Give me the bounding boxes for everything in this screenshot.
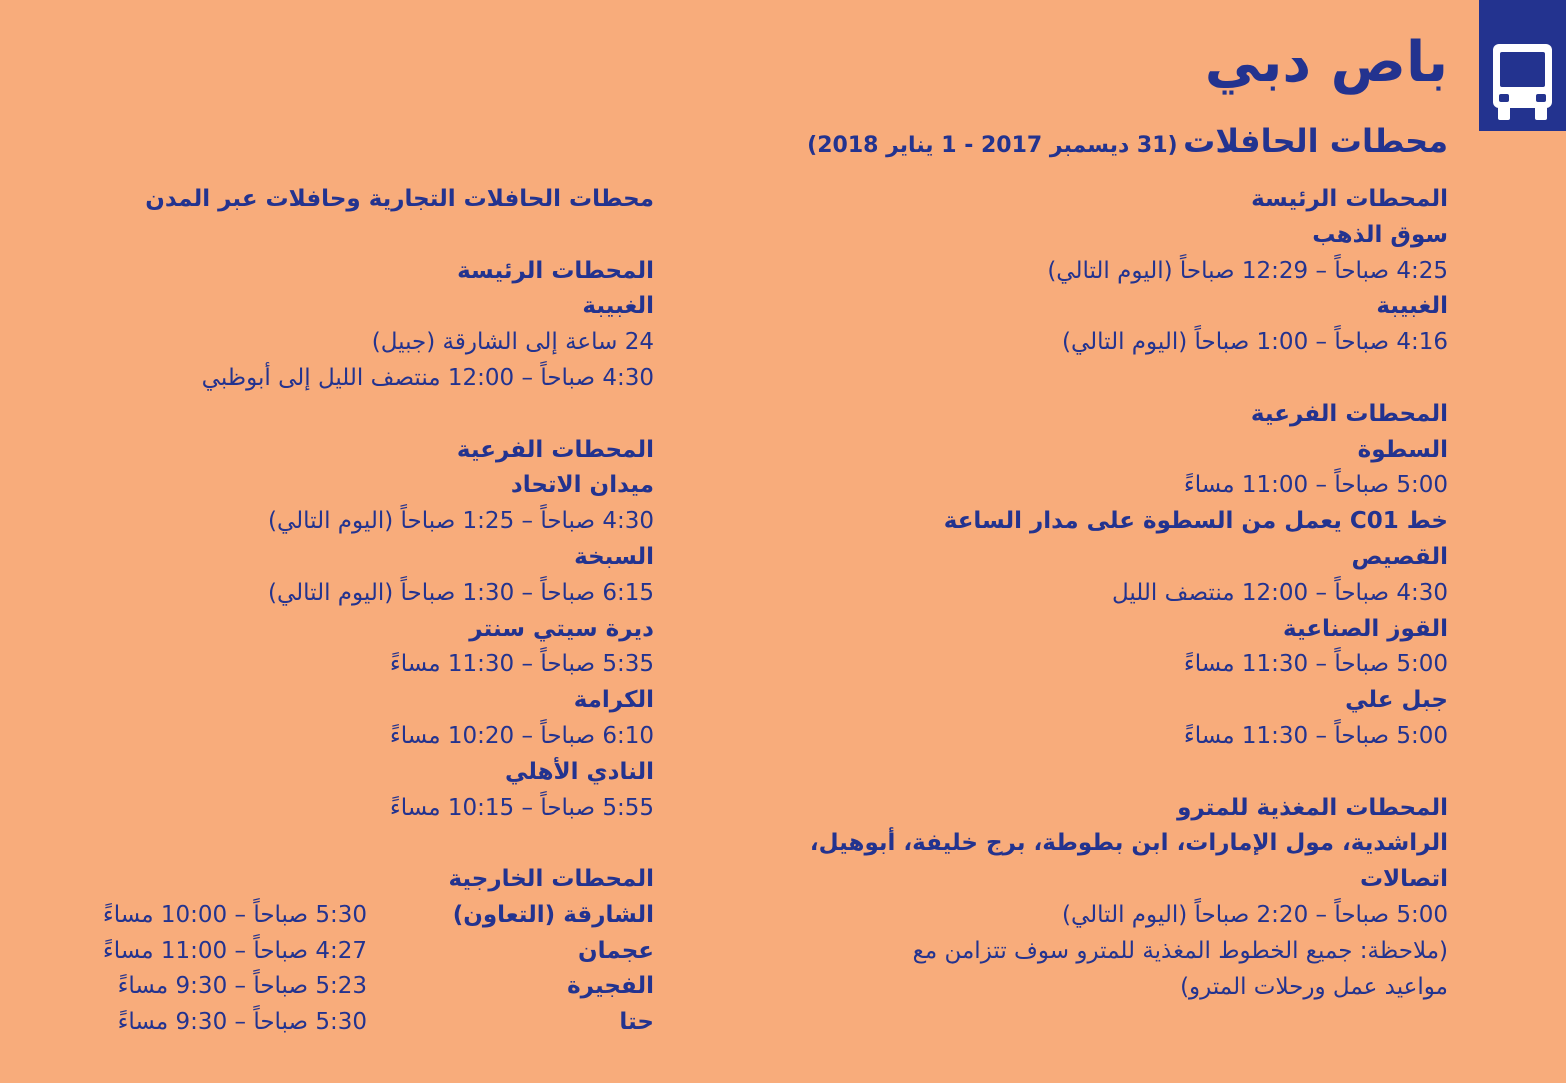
station-name: حتا bbox=[619, 1009, 654, 1036]
outer-station-row bbox=[64, 898, 654, 934]
spacer bbox=[64, 218, 654, 254]
bus-icon-tile bbox=[1479, 0, 1566, 131]
feeder-stations-list: الراشدية، مول الإمارات، ابن بطوطة، برج خليفة، أبوهيل، bbox=[809, 830, 1448, 857]
station-name: النادي الأهلي bbox=[504, 758, 654, 785]
feeder-stations-list: اتصالات bbox=[1359, 866, 1448, 893]
feeder-note: مواعيد عمل ورحلات المترو) bbox=[1180, 973, 1448, 1000]
station-time: 4:16 صباحاً – 1:00 صباحاً (اليوم التالي) bbox=[1061, 329, 1448, 356]
outer-station-row bbox=[64, 969, 654, 1005]
outer-station-row bbox=[64, 1005, 654, 1041]
page-title: باص دبي bbox=[1204, 30, 1448, 95]
station-time: 4:30 صباحاً – 12:00 منتصف الليل bbox=[1111, 579, 1448, 606]
station-name: الفجيرة bbox=[567, 973, 654, 1000]
station-time: 4:30 صباحاً – 1:25 صباحاً (اليوم التالي) bbox=[267, 508, 654, 535]
station-name: عجمان bbox=[578, 937, 654, 964]
station-time: 4:25 صباحاً – 12:29 صباحاً (اليوم التالي) bbox=[1047, 257, 1448, 284]
spacer bbox=[768, 361, 1448, 397]
spacer bbox=[768, 755, 1448, 791]
station-time: 5:30 صباحاً – 9:30 مساءً bbox=[117, 1009, 367, 1036]
station-time: 6:10 صباحاً – 10:20 مساءً bbox=[389, 722, 654, 749]
station-time: 24 ساعة إلى الشارقة (جبيل) bbox=[371, 329, 654, 356]
station-time: 5:55 صباحاً – 10:15 مساءً bbox=[389, 794, 654, 821]
outer-stations-block bbox=[64, 862, 654, 1041]
bus-icon bbox=[1489, 44, 1556, 120]
station-time: 5:00 صباحاً – 2:20 صباحاً (اليوم التالي) bbox=[1061, 901, 1448, 928]
outer-stations-heading: المحطات الخارجية bbox=[448, 866, 654, 892]
outer-station-row bbox=[64, 934, 654, 970]
main-stations-heading: المحطات الرئيسة bbox=[1251, 186, 1448, 212]
route-note: خط C01 يعمل من السطوة على مدار الساعة bbox=[943, 508, 1448, 535]
main-stations-heading: المحطات الرئيسة bbox=[457, 257, 654, 284]
station-name: الغبيبة bbox=[582, 293, 654, 320]
branch-stations-heading: المحطات الفرعية bbox=[456, 436, 654, 463]
subtitle-dates: (31 ديسمبر 2017 - 1 يناير 2018) bbox=[807, 133, 1178, 158]
station-time: 5:00 صباحاً – 11:30 مساءً bbox=[1183, 722, 1448, 749]
station-time: 5:30 صباحاً – 10:00 مساءً bbox=[102, 901, 367, 928]
station-time: 4:27 صباحاً – 11:00 مساءً bbox=[102, 937, 367, 964]
station-name: القصيص bbox=[1351, 543, 1448, 570]
station-name: السبخة bbox=[574, 543, 654, 570]
station-time: 5:00 صباحاً – 11:30 مساءً bbox=[1183, 651, 1448, 678]
station-name: ميدان الاتحاد bbox=[510, 472, 654, 499]
station-name: سوق الذهب bbox=[1312, 221, 1448, 248]
dubai-bus-stations-column bbox=[768, 182, 1448, 1005]
station-name: الغبيبة bbox=[1376, 293, 1448, 320]
intercity-bus-stations-column bbox=[64, 182, 654, 826]
branch-stations-heading: المحطات الفرعية bbox=[1250, 400, 1448, 427]
station-time: 5:35 صباحاً – 11:30 مساءً bbox=[389, 651, 654, 678]
intercity-heading: محطات الحافلات التجارية وحافلات عبر المدن bbox=[145, 186, 654, 212]
station-name: الشارقة (التعاون) bbox=[452, 901, 654, 928]
subtitle-main: محطات الحافلات bbox=[1183, 122, 1448, 160]
station-time: 6:15 صباحاً – 1:30 صباحاً (اليوم التالي) bbox=[267, 579, 654, 606]
station-name: جبل علي bbox=[1345, 687, 1448, 714]
feeder-note: (ملاحظة: جميع الخطوط المغذية للمترو سوف تتزامن مع bbox=[912, 937, 1448, 964]
station-name: القوز الصناعية bbox=[1283, 615, 1448, 642]
page-subtitle bbox=[807, 118, 1448, 170]
station-time: 4:30 صباحاً – 12:00 منتصف الليل إلى أبوظبي bbox=[201, 364, 654, 391]
station-name: ديرة سيتي سنتر bbox=[469, 615, 654, 642]
station-name: السطوة bbox=[1357, 436, 1448, 463]
station-name: الكرامة bbox=[573, 687, 654, 714]
spacer bbox=[64, 397, 654, 433]
feeder-stations-heading: المحطات المغذية للمترو bbox=[1177, 794, 1448, 821]
station-time: 5:00 صباحاً – 11:00 مساءً bbox=[1183, 472, 1448, 499]
station-time: 5:23 صباحاً – 9:30 مساءً bbox=[117, 973, 367, 1000]
